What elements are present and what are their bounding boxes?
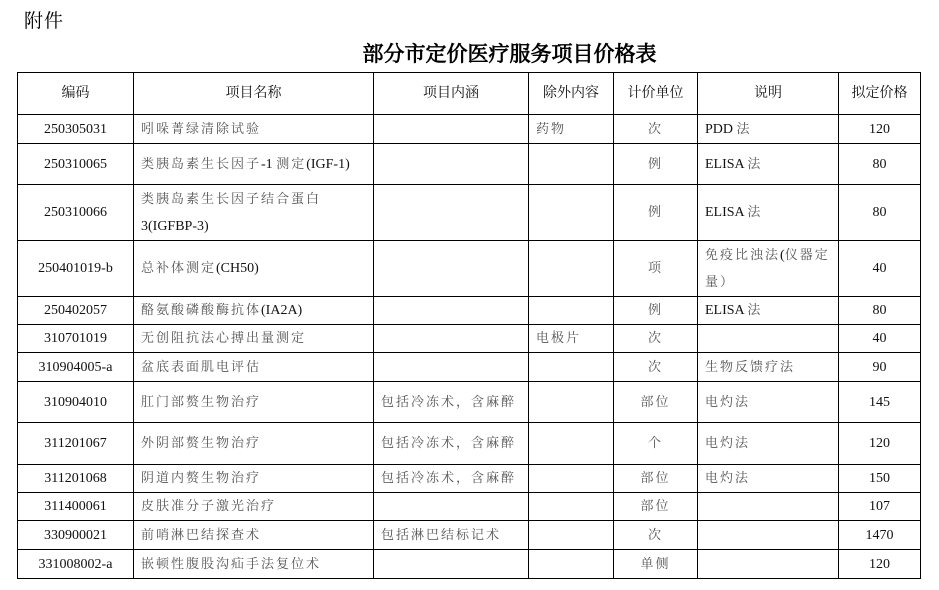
cell-unit: 次	[614, 521, 698, 550]
cell-code: 250305031	[18, 115, 134, 144]
cell-content	[374, 493, 529, 521]
cell-unit: 例	[614, 144, 698, 185]
cell-content	[374, 325, 529, 353]
cell-note: 电灼法	[698, 423, 839, 465]
cell-unit: 部位	[614, 465, 698, 493]
cell-content	[374, 185, 529, 241]
cell-content	[374, 550, 529, 579]
table-row	[18, 493, 921, 521]
cell-content	[374, 297, 529, 325]
col-header-excluded: 除外内容	[529, 73, 614, 115]
cell-name: 酪氨酸磷酸酶抗体(IA2A)	[134, 297, 374, 325]
table-row	[18, 423, 921, 465]
col-header-price: 拟定价格	[839, 73, 921, 115]
cell-content	[374, 115, 529, 144]
cell-code: 250402057	[18, 297, 134, 325]
cell-price: 145	[839, 382, 921, 423]
cell-unit: 次	[614, 115, 698, 144]
attachment-label: 附件	[24, 10, 65, 32]
cell-content	[374, 353, 529, 382]
col-header-code: 编码	[18, 73, 134, 115]
cell-content: 包括冷冻术，含麻醉	[374, 465, 529, 493]
cell-excluded	[529, 550, 614, 579]
cell-price: 80	[839, 185, 921, 241]
cell-unit: 部位	[614, 382, 698, 423]
cell-note: 免疫比浊法(仪器定量）	[698, 241, 839, 297]
col-header-unit: 计价单位	[614, 73, 698, 115]
cell-unit: 部位	[614, 493, 698, 521]
cell-code: 250310065	[18, 144, 134, 185]
table-row	[18, 353, 921, 382]
cell-code: 310904005-a	[18, 353, 134, 382]
cell-price: 90	[839, 353, 921, 382]
cell-code: 310904010	[18, 382, 134, 423]
cell-price: 150	[839, 465, 921, 493]
cell-name: 外阴部赘生物治疗	[134, 423, 374, 465]
cell-price: 120	[839, 550, 921, 579]
cell-excluded	[529, 465, 614, 493]
cell-note	[698, 521, 839, 550]
cell-unit: 项	[614, 241, 698, 297]
cell-excluded	[529, 423, 614, 465]
cell-price: 40	[839, 241, 921, 297]
cell-code: 311201067	[18, 423, 134, 465]
table-row	[18, 185, 921, 241]
cell-note: ELISA 法	[698, 144, 839, 185]
cell-excluded	[529, 493, 614, 521]
cell-note: ELISA 法	[698, 297, 839, 325]
cell-excluded	[529, 521, 614, 550]
cell-code: 250401019-b	[18, 241, 134, 297]
cell-note	[698, 550, 839, 579]
cell-note: ELISA 法	[698, 185, 839, 241]
cell-name: 盆底表面肌电评估	[134, 353, 374, 382]
cell-unit: 例	[614, 297, 698, 325]
cell-unit: 次	[614, 353, 698, 382]
cell-unit: 单侧	[614, 550, 698, 579]
cell-price: 120	[839, 423, 921, 465]
cell-code: 330900021	[18, 521, 134, 550]
cell-excluded: 药物	[529, 115, 614, 144]
table-row	[18, 550, 921, 579]
cell-excluded	[529, 144, 614, 185]
cell-name: 前哨淋巴结探查术	[134, 521, 374, 550]
cell-excluded	[529, 241, 614, 297]
col-header-content: 项目内涵	[374, 73, 529, 115]
table-row	[18, 465, 921, 493]
price-table	[17, 72, 921, 579]
cell-code: 250310066	[18, 185, 134, 241]
cell-excluded	[529, 185, 614, 241]
cell-note: 电灼法	[698, 465, 839, 493]
cell-content: 包括冷冻术，含麻醉	[374, 382, 529, 423]
cell-excluded	[529, 297, 614, 325]
cell-name: 无创阻抗法心搏出量测定	[134, 325, 374, 353]
cell-name: 皮肤准分子激光治疗	[134, 493, 374, 521]
cell-excluded	[529, 353, 614, 382]
cell-note	[698, 493, 839, 521]
cell-note: PDD 法	[698, 115, 839, 144]
cell-unit: 例	[614, 185, 698, 241]
cell-content: 包括淋巴结标记术	[374, 521, 529, 550]
cell-excluded	[529, 382, 614, 423]
title-text: 部分市定价医疗服务项目价格表	[362, 41, 657, 66]
cell-price: 107	[839, 493, 921, 521]
cell-excluded: 电极片	[529, 325, 614, 353]
cell-price: 40	[839, 325, 921, 353]
table-row	[18, 241, 921, 297]
col-header-note: 说明	[698, 73, 839, 115]
document-title	[0, 38, 939, 68]
cell-unit: 个	[614, 423, 698, 465]
cell-code: 310701019	[18, 325, 134, 353]
cell-code: 311400061	[18, 493, 134, 521]
table-row	[18, 325, 921, 353]
cell-name: 吲哚菁绿清除试验	[134, 115, 374, 144]
cell-name: 阴道内赘生物治疗	[134, 465, 374, 493]
table-row	[18, 115, 921, 144]
table-row	[18, 297, 921, 325]
cell-price: 80	[839, 297, 921, 325]
cell-content	[374, 144, 529, 185]
cell-name: 类胰岛素生长因子结合蛋白3(IGFBP-3)	[134, 185, 374, 241]
cell-price: 80	[839, 144, 921, 185]
table-row	[18, 382, 921, 423]
cell-note: 生物反馈疗法	[698, 353, 839, 382]
cell-name: 总补体测定(CH50)	[134, 241, 374, 297]
cell-price: 1470	[839, 521, 921, 550]
cell-price: 120	[839, 115, 921, 144]
cell-note	[698, 325, 839, 353]
cell-name: 类胰岛素生长因子-1 测定(IGF-1)	[134, 144, 374, 185]
cell-content	[374, 241, 529, 297]
cell-name: 嵌顿性腹股沟疝手法复位术	[134, 550, 374, 579]
cell-content: 包括冷冻术，含麻醉	[374, 423, 529, 465]
table-row	[18, 144, 921, 185]
cell-code: 331008002-a	[18, 550, 134, 579]
cell-note: 电灼法	[698, 382, 839, 423]
cell-name: 肛门部赘生物治疗	[134, 382, 374, 423]
header-row	[18, 73, 921, 115]
col-header-name: 项目名称	[134, 73, 374, 115]
table-row	[18, 521, 921, 550]
cell-unit: 次	[614, 325, 698, 353]
cell-code: 311201068	[18, 465, 134, 493]
